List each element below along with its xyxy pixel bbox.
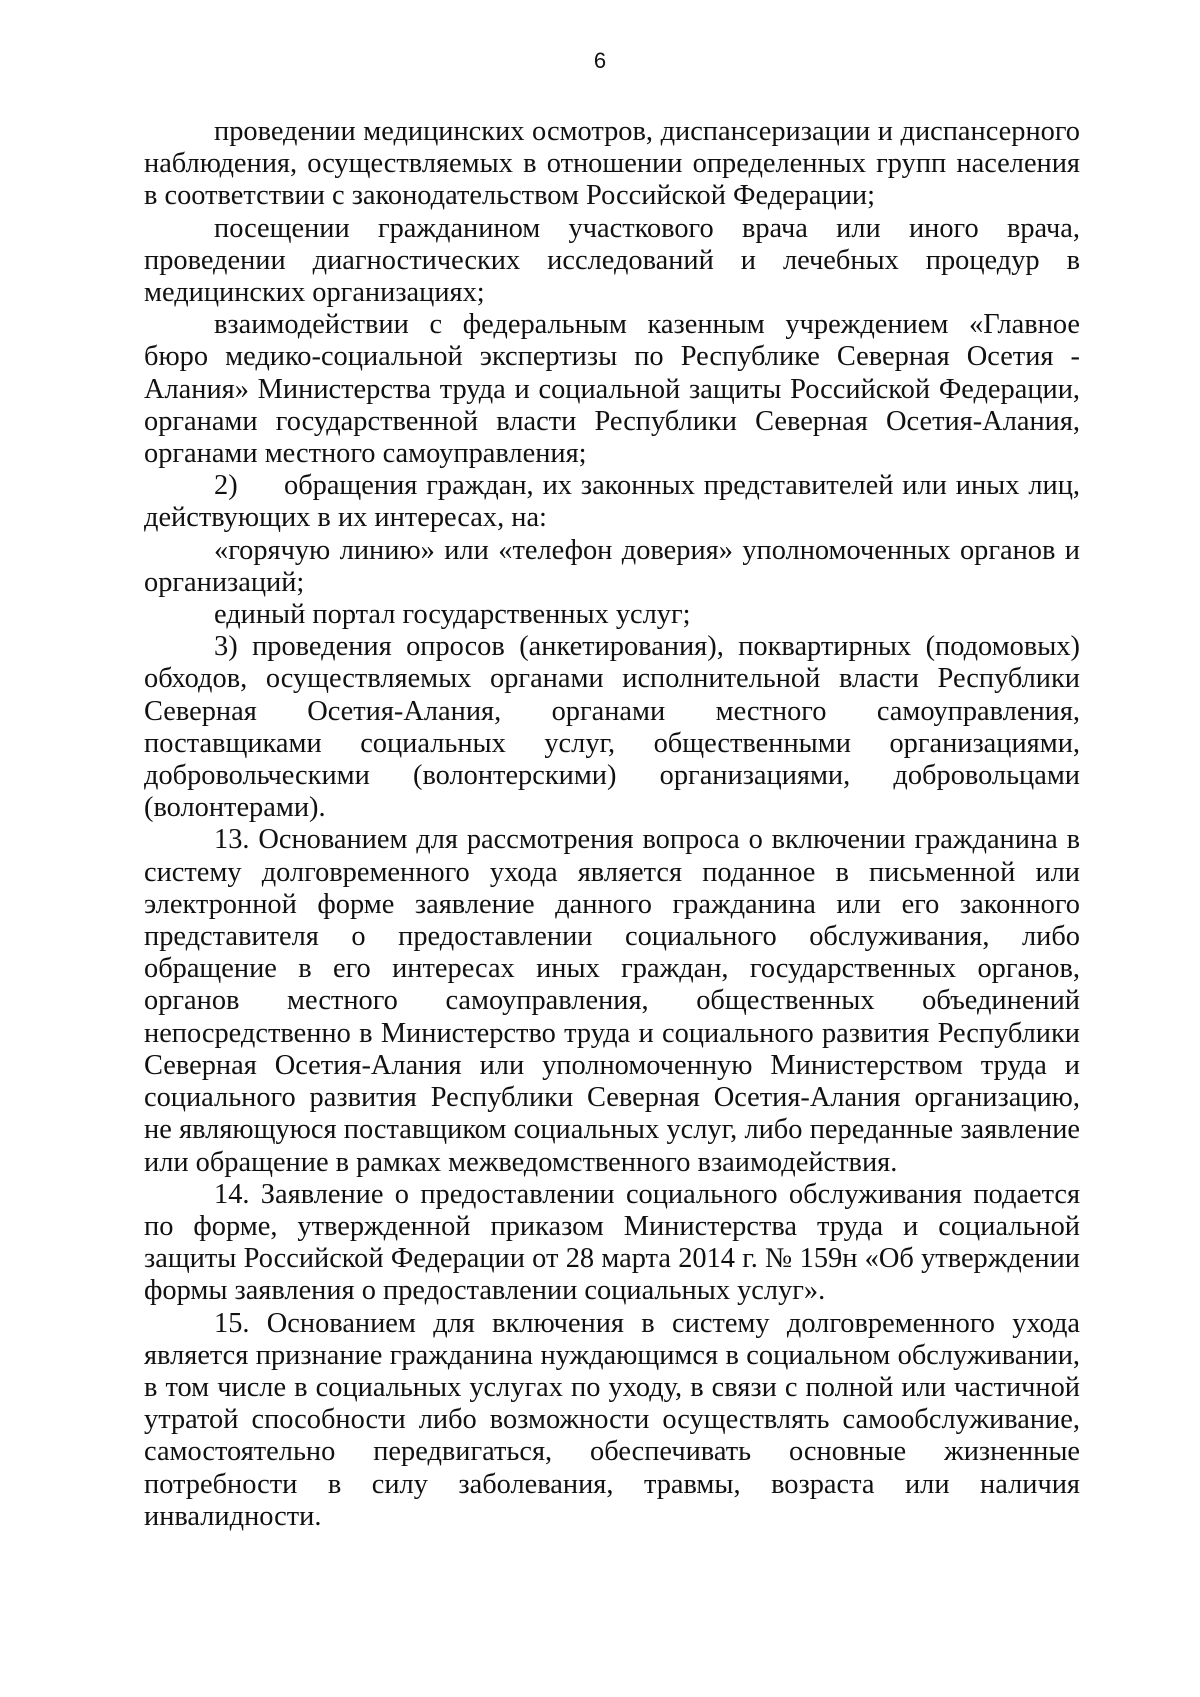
- paragraph-hotline: «горячую линию» или «телефон доверия» уполномоченных органов и организаций;: [144, 534, 1080, 598]
- item-2-number: 2): [214, 470, 238, 502]
- paragraph-doctor-visit: посещении гражданином участкового врача или иного врача, проведении диагностических исследований и лечебных процедур в медицинских организациях;: [144, 212, 1080, 309]
- paragraph-interaction-agencies: взаимодействии с федеральным казенным учреждением «Главное бюро медико-социальной экспертизы по Республике Северная Осетия - Алания» Министерства труда и социальной защиты Российской Федерации, органами государственной власти Республики Северная Осетия-Алания, органами местного самоуправления;: [144, 309, 1080, 470]
- paragraph-medical-examinations: проведении медицинских осмотров, диспансеризации и диспансерного наблюдения, осуществляемых в отношении определенных групп населения в соответствии с законодательством Российской Федерации;: [144, 116, 1080, 212]
- page-number: 6: [593, 48, 607, 73]
- paragraph-clause-13: 13. Основанием для рассмотрения вопроса о включении гражданина в систему долговременного ухода является поданное в письменной или электронной форме заявление данного гражданина или его законного представителя о предоставлении социального обслуживания, либо обращение в его интересах иных граждан, государственных органов, органов местного самоуправления, общественных объединений непосредственно в Министерство труда и социального развития Республики Северная Осетия-Алания или уполномоченную Министерством труда и социального развития Республики Северная Осетия-Алания организацию, не являющуюся поставщиком социальных услуг, либо переданные заявление или обращение в рамках межведомственного взаимодействия.: [144, 824, 1080, 1178]
- paragraph-public-services-portal: единый портал государственных услуг;: [214, 599, 691, 631]
- paragraph-clause-14: 14. Заявление о предоставлении социального обслуживания подается по форме, утвержденной приказом Министерства труда и социальной защиты Российской Федерации от 28 марта 2014 г. № 159н «Об утверждении формы заявления о предоставлении социальных услуг».: [144, 1178, 1080, 1307]
- paragraph-item-2: [144, 470, 1080, 534]
- document-body: [144, 116, 1080, 1533]
- paragraph-item-3: 3) проведения опросов (анкетирования), поквартирных (подомовых) обходов, осуществляемых органами исполнительной власти Республики Северная Осетия-Алания, органами местного самоуправления, поставщиками социальных услуг, общественными организациями, добровольческими (волонтерскими) организациями, добровольцами (волонтерами).: [144, 631, 1080, 824]
- item-2-text: обращения граждан, их законных представителей или иных лиц, действующих в их интересах, на:: [144, 470, 1080, 534]
- paragraph-clause-15: 15. Основанием для включения в систему долговременного ухода является признание гражданина нуждающимся в социальном обслуживании, в том числе в социальных услугах по уходу, в связи с полной или частичной утратой способности либо возможности осуществлять самообслуживание, самостоятельно передвигаться, обеспечивать основные жизненные потребности в силу заболевания, травмы, возраста или наличия инвалидности.: [144, 1307, 1080, 1532]
